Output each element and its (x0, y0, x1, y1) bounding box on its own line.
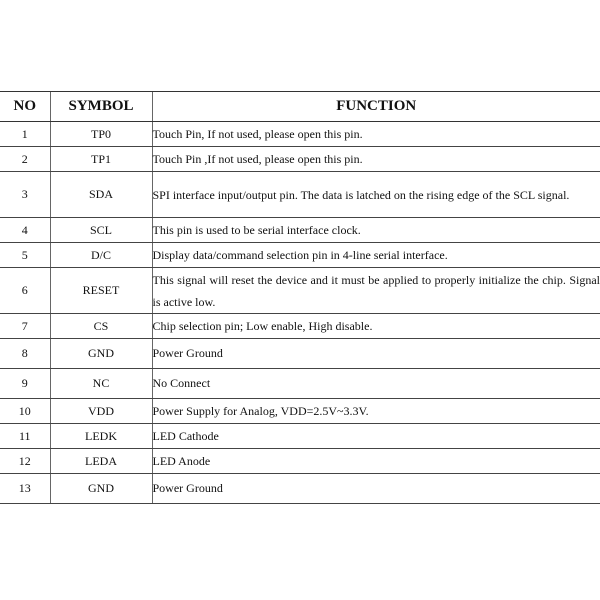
table-row (0, 218, 600, 243)
pin-number: 7 (0, 314, 50, 339)
pin-number: 13 (0, 474, 50, 504)
pin-number: 2 (0, 147, 50, 172)
pin-symbol: RESET (50, 268, 152, 314)
pin-number: 8 (0, 339, 50, 369)
pin-function: Touch Pin, If not used, please open this pin. (152, 122, 600, 147)
pin-function: LED Anode (152, 449, 600, 474)
pin-definition-table (0, 91, 600, 504)
pin-symbol: SCL (50, 218, 152, 243)
pin-symbol: NC (50, 369, 152, 399)
pin-number: 12 (0, 449, 50, 474)
pin-function: LED Cathode (152, 424, 600, 449)
table-row (0, 449, 600, 474)
pin-number: 3 (0, 172, 50, 218)
pin-number: 1 (0, 122, 50, 147)
table-row (0, 399, 600, 424)
table-row (0, 474, 600, 504)
pin-number: 5 (0, 243, 50, 268)
pin-symbol: LEDK (50, 424, 152, 449)
pin-function: This signal will reset the device and it must be applied to properly initialize the chip. Signal is active low. (152, 268, 600, 314)
pin-symbol: TP0 (50, 122, 152, 147)
pin-number: 11 (0, 424, 50, 449)
table-header-row (0, 92, 600, 122)
pin-function: This pin is used to be serial interface clock. (152, 218, 600, 243)
pin-number: 10 (0, 399, 50, 424)
table-row (0, 314, 600, 339)
pin-symbol: GND (50, 339, 152, 369)
pin-number: 6 (0, 268, 50, 314)
pin-function: Display data/command selection pin in 4-line serial interface. (152, 243, 600, 268)
header-symbol: SYMBOL (50, 92, 152, 122)
pin-function: Power Supply for Analog, VDD=2.5V~3.3V. (152, 399, 600, 424)
table-row (0, 424, 600, 449)
pin-symbol: SDA (50, 172, 152, 218)
pin-function: Power Ground (152, 339, 600, 369)
pin-function: Power Ground (152, 474, 600, 504)
table-row (0, 268, 600, 314)
pin-symbol: D/C (50, 243, 152, 268)
pin-number: 9 (0, 369, 50, 399)
table-row (0, 122, 600, 147)
table-row (0, 369, 600, 399)
header-function: FUNCTION (152, 92, 600, 122)
pin-symbol: TP1 (50, 147, 152, 172)
pin-symbol: LEDA (50, 449, 152, 474)
pin-symbol: GND (50, 474, 152, 504)
header-no: NO (0, 92, 50, 122)
table-row (0, 172, 600, 218)
pin-symbol: CS (50, 314, 152, 339)
table-row (0, 339, 600, 369)
table-row (0, 147, 600, 172)
pin-function: Touch Pin ,If not used, please open this pin. (152, 147, 600, 172)
pin-function: No Connect (152, 369, 600, 399)
pin-function: SPI interface input/output pin. The data is latched on the rising edge of the SCL signal. (152, 172, 600, 218)
pin-number: 4 (0, 218, 50, 243)
pin-symbol: VDD (50, 399, 152, 424)
table-row (0, 243, 600, 268)
pin-function: Chip selection pin; Low enable, High disable. (152, 314, 600, 339)
